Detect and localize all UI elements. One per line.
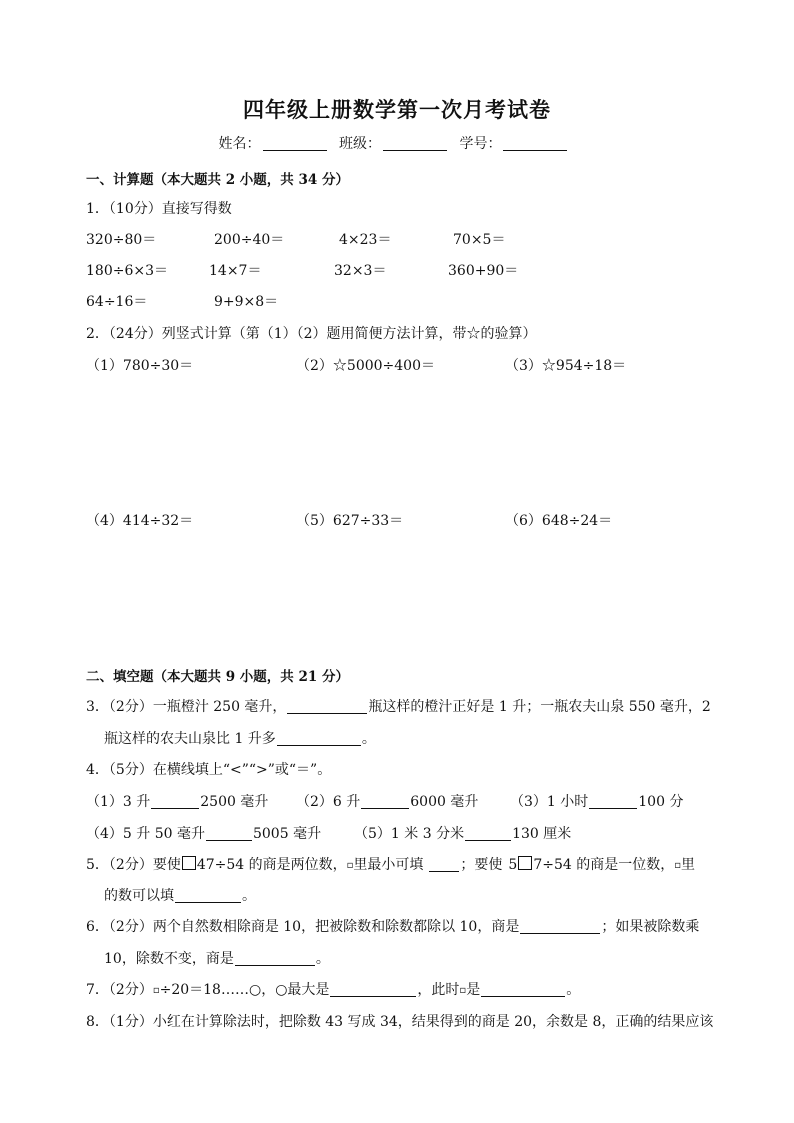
q5-blank-2[interactable] [175, 888, 241, 903]
class-blank[interactable] [383, 136, 447, 151]
q6-blank-1[interactable] [520, 919, 600, 934]
q5-line2 [104, 885, 256, 905]
q4-item-4 [86, 823, 321, 843]
q1-r2-c3: 32×3＝ [334, 263, 387, 279]
q4-blank-4[interactable] [206, 826, 252, 841]
q8-line: 8．（1分）小红在计算除法时，把除数 43 写成 34，结果得到的商是 20，余数是 8，正确的结果应该 [86, 1014, 714, 1030]
q3-blank-1[interactable] [287, 699, 367, 714]
q6-line1 [86, 916, 699, 936]
q7-part-a: 7．（2分） [86, 982, 153, 998]
student-info [0, 133, 794, 153]
q6-blank-2[interactable] [235, 951, 315, 966]
q7-part-d: 最大是 [287, 982, 330, 998]
class-label: 班级： [339, 136, 381, 152]
q4-item-1-right: 2500 毫升 [200, 794, 269, 810]
q6-line2 [104, 948, 330, 968]
q4-item-2-right: 6000 毫升 [410, 794, 479, 810]
q1-r2-c4: 360+90＝ [448, 263, 519, 279]
q1-r1-c3: 4×23＝ [339, 232, 392, 248]
q7-line [86, 979, 580, 999]
q7-blank-2[interactable] [481, 982, 565, 997]
q7-part-e: ，此时 [417, 982, 460, 998]
q4-blank-3[interactable] [589, 794, 637, 809]
q4-blank-1[interactable] [151, 794, 199, 809]
q3-blank-2[interactable] [277, 731, 361, 746]
q1-stem: 1．（10分）直接写得数 [86, 201, 232, 217]
q3-line1 [86, 696, 711, 716]
q3-part-d: 。 [361, 731, 376, 747]
q4-item-4-left: （4）5 升 50 毫升 [86, 826, 205, 842]
q7-blank-1[interactable] [330, 982, 416, 997]
q2-item-6: （6）648÷24＝ [505, 513, 613, 529]
small-box-icon: ▫ [459, 985, 467, 996]
q5-part-g: 里 [681, 857, 696, 873]
q4-item-3-right: 100 分 [638, 794, 684, 810]
q6-part-d: 。 [315, 951, 330, 967]
q5-blank-1[interactable] [429, 857, 459, 872]
q5-part-c: 里最小可填 [353, 857, 424, 873]
q4-item-2 [296, 791, 478, 811]
q4-item-3 [510, 791, 683, 811]
q4-item-1-left: （1）3 升 [86, 794, 151, 810]
q4-item-5 [354, 823, 571, 843]
q5-part-i: 。 [242, 888, 256, 904]
q2-item-5: （5）627÷33＝ [296, 513, 404, 529]
q5-part-d: ；要使 [460, 857, 503, 873]
small-box-icon: ▫ [674, 860, 682, 871]
q6-part-a: 6．（2分）两个自然数相除商是 10，把被除数和除数都除以 10，商是 [86, 919, 520, 935]
q1-r3-c1: 64÷16＝ [86, 294, 148, 310]
q1-r2-c1: 180÷6×3＝ [86, 263, 168, 279]
q7-part-g: 。 [566, 982, 581, 998]
q2-stem: 2．（24分）列竖式计算（第（1）（2）题用简便方法计算，带☆的验算） [86, 326, 537, 342]
square-box-icon [182, 856, 196, 870]
q1-r1-c1: 320÷80＝ [86, 232, 157, 248]
id-blank[interactable] [503, 136, 567, 151]
q6-part-b: ；如果被除数乘 [601, 919, 700, 935]
q4-item-1 [86, 791, 268, 811]
q3-part-c: 瓶这样的农夫山泉比 1 升多 [104, 731, 276, 747]
q4-blank-2[interactable] [361, 794, 409, 809]
q4-stem: 4．（5分）在横线填上“<”“>”或“＝”。 [86, 762, 332, 778]
q4-item-5-left: （5）1 米 3 分米 [354, 826, 465, 842]
q7-part-b: ÷20＝18…… [159, 982, 249, 998]
section2-heading: 二、填空题（本大题共 9 小题，共 21 分） [86, 669, 349, 685]
q5-part-f: 7÷54 的商是一位数， [533, 857, 675, 873]
circle-icon: ○ [275, 982, 288, 998]
q7-part-f: 是 [466, 982, 481, 998]
q5-line1 [86, 854, 695, 874]
q5-part-a: 5．（2分）要使 [86, 857, 181, 873]
q6-part-c: 10，除数不变，商是 [104, 951, 234, 967]
exam-title: 四年级上册数学第一次月考试卷 [243, 97, 551, 122]
q1-r1-c4: 70×5＝ [453, 232, 506, 248]
q5-part-h: 的数可以填 [104, 888, 174, 904]
q4-item-4-right: 5005 毫升 [252, 826, 322, 842]
q2-item-2: （2）☆5000÷400＝ [296, 358, 435, 374]
square-box-icon [518, 856, 532, 870]
name-label: 姓名： [218, 136, 261, 152]
q4-item-5-right: 130 厘米 [512, 826, 572, 842]
q2-item-3: （3）☆954÷18＝ [505, 358, 627, 374]
section1-heading: 一、计算题（本大题共 2 小题，共 34 分） [86, 172, 349, 188]
q2-item-1: （1）780÷30＝ [86, 358, 194, 374]
q3-part-b: 瓶这样的橙汁正好是 1 升；一瓶农夫山泉 550 毫升，2 [368, 699, 711, 715]
q5-part-e: 5 [508, 857, 518, 873]
id-label: 学号： [459, 136, 502, 152]
q1-r3-c2: 9+9×8＝ [214, 294, 279, 310]
q5-part-b: 47÷54 的商是两位数， [196, 857, 347, 873]
q3-part-a: 3．（2分）一瓶橙汁 250 毫升， [86, 699, 287, 715]
small-box-icon: ▫ [152, 985, 160, 996]
q7-part-c: ， [261, 982, 276, 998]
q4-item-2-left: （2）6 升 [296, 794, 361, 810]
circle-icon: ○ [248, 982, 262, 998]
name-blank[interactable] [263, 136, 327, 151]
q4-item-3-left: （3）1 小时 [510, 794, 589, 810]
q1-r1-c2: 200÷40＝ [214, 232, 285, 248]
small-box-icon: ▫ [346, 860, 354, 871]
q2-item-4: （4）414÷32＝ [86, 513, 194, 529]
q1-r2-c2: 14×7＝ [209, 263, 262, 279]
q3-line2 [104, 728, 376, 748]
q4-blank-5[interactable] [465, 826, 511, 841]
